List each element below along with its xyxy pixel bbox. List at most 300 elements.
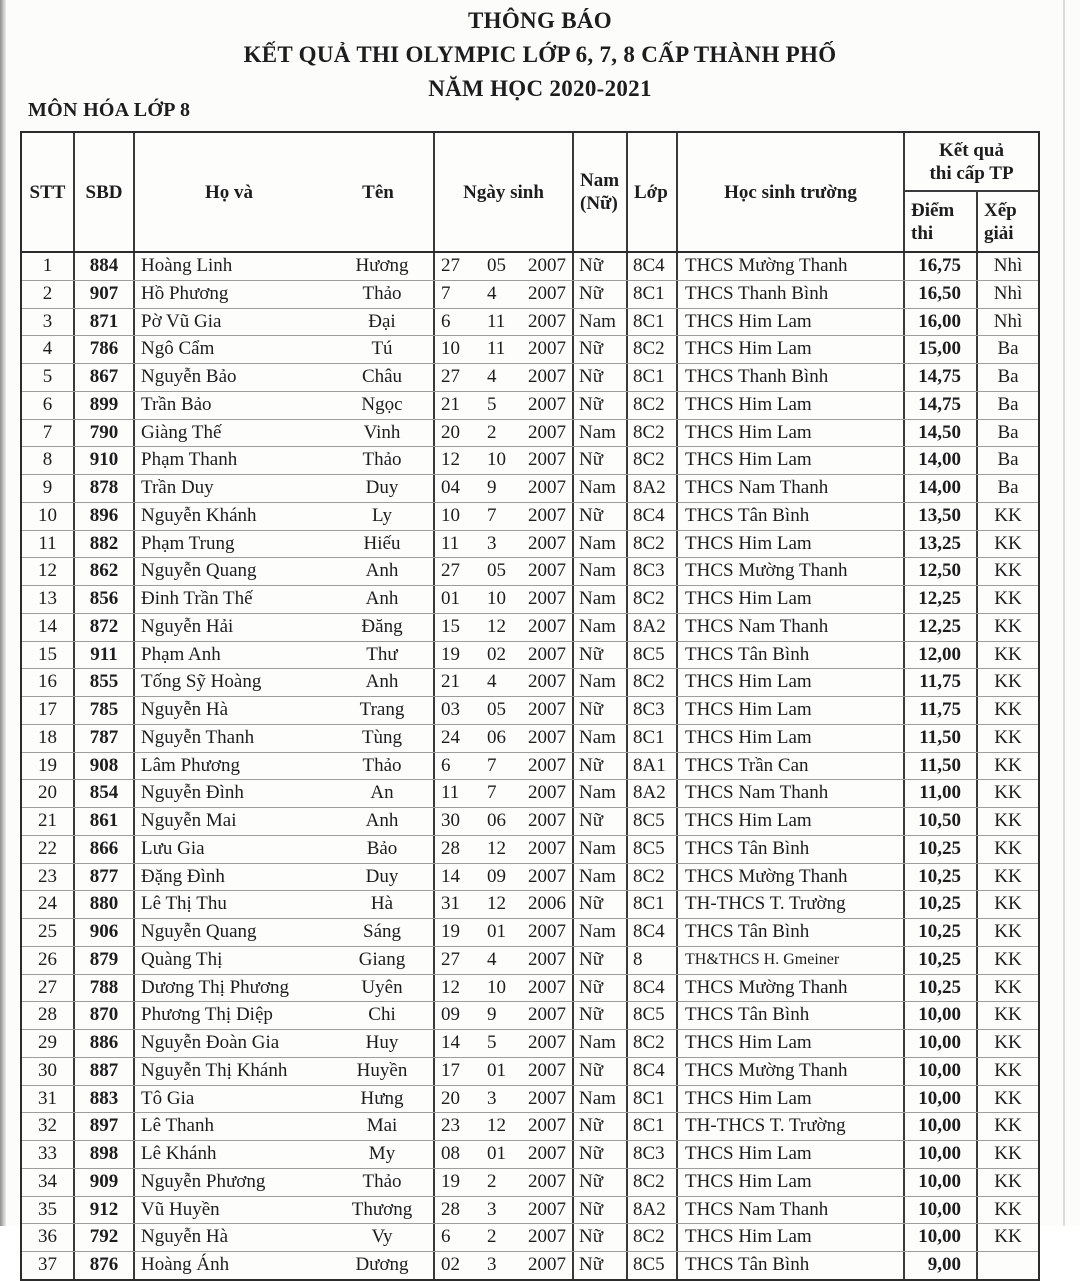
cell-school: THCS Him Lam [678, 336, 905, 363]
table-row [22, 836, 1038, 864]
cell-name [135, 836, 435, 863]
cell-gender: Nam [574, 669, 628, 696]
cell-birthdate [435, 808, 574, 835]
cell-stt: 20 [22, 780, 75, 807]
table-row [22, 919, 1038, 947]
table-row [22, 1086, 1038, 1114]
cell-name [135, 1058, 435, 1085]
cell-score: 10,00 [905, 1030, 978, 1057]
cell-gender: Nam [574, 558, 628, 585]
cell-prize: KK [994, 837, 1022, 859]
cell-prize: KK [994, 504, 1022, 526]
cell-stt: 32 [22, 1113, 75, 1140]
cell-stt: 27 [22, 975, 75, 1002]
cell-gender: Nữ [574, 808, 628, 835]
cell-score: 10,00 [905, 1086, 978, 1113]
last-middle-name: Vũ Huyền [141, 1198, 220, 1220]
first-name: Mai [366, 1115, 398, 1137]
cell-prize: KK [994, 810, 1022, 831]
cell-score: 14,75 [905, 392, 978, 419]
birth-month: 12 [487, 615, 506, 637]
cell-stt: 6 [22, 392, 75, 419]
cell-gender: Nam [574, 614, 628, 641]
birth-month: 5 [487, 1032, 497, 1053]
birth-day: 21 [441, 671, 460, 693]
last-middle-name: Tô Gia [141, 1087, 195, 1109]
table-row [22, 947, 1038, 975]
birth-year: 2007 [528, 1226, 566, 1248]
cell-name [135, 919, 435, 946]
cell-school: THCS Thanh Bình [678, 364, 905, 391]
birth-year: 2007 [528, 338, 566, 360]
table-row [22, 392, 1038, 420]
first-name: Huy [365, 1032, 399, 1053]
cell-prize: KK [994, 1198, 1022, 1220]
cell-class: 8C1 [628, 281, 678, 308]
birth-day: 09 [441, 1004, 460, 1026]
cell-name [135, 725, 435, 752]
birth-month: 05 [487, 560, 506, 582]
header-diem-thi [905, 192, 978, 251]
table-row [22, 475, 1038, 503]
cell-class: 8C2 [628, 392, 678, 419]
cell-sbd: 854 [75, 780, 135, 807]
birth-month: 3 [487, 1254, 497, 1275]
birth-month: 4 [487, 282, 497, 304]
cell-score: 11,50 [905, 753, 978, 780]
birth-day: 12 [441, 976, 460, 998]
cell-stt: 3 [22, 309, 75, 336]
cell-class: 8C1 [628, 1086, 678, 1113]
cell-gender: Nữ [574, 1141, 628, 1168]
last-middle-name: Pờ Vũ Gia [141, 310, 222, 332]
birth-day: 19 [441, 643, 460, 665]
cell-gender: Nữ [574, 392, 628, 419]
birth-year: 2007 [528, 588, 566, 609]
last-middle-name: Lê Thị Thu [141, 893, 227, 915]
cell-prize: KK [994, 1226, 1022, 1248]
first-name: Hà [370, 893, 394, 915]
cell-prize: Ba [997, 393, 1019, 415]
cell-gender: Nam [574, 586, 628, 613]
cell-school: THCS Him Lam [678, 1030, 905, 1057]
cell-gender: Nữ [574, 281, 628, 308]
cell-prize [978, 1252, 1038, 1279]
birth-year: 2007 [528, 699, 566, 720]
birth-day: 10 [441, 338, 460, 360]
first-name: Hưng [360, 1087, 404, 1109]
birth-day: 27 [441, 255, 460, 276]
cell-score: 10,50 [905, 808, 978, 835]
cell-name [135, 975, 435, 1002]
cell-school: THCS Nam Thanh [678, 475, 905, 502]
last-middle-name: Nguyễn Đoàn Gia [141, 1032, 280, 1053]
birth-year: 2007 [528, 477, 566, 498]
birth-day: 17 [441, 1059, 460, 1081]
cell-class: 8C5 [628, 808, 678, 835]
birth-year: 2007 [528, 1115, 566, 1137]
cell-score: 13,25 [905, 531, 978, 558]
cell-sbd: 785 [75, 697, 135, 724]
cell-class: 8C2 [628, 864, 678, 891]
cell-name [135, 586, 435, 613]
results-table [20, 131, 1040, 1281]
cell-score: 11,75 [905, 669, 978, 696]
cell-class: 8C4 [628, 975, 678, 1002]
cell-birthdate [435, 586, 574, 613]
cell-school: THCS Mường Thanh [678, 558, 905, 585]
last-middle-name: Nguyễn Thị Khánh [141, 1059, 288, 1081]
cell-name [135, 392, 435, 419]
cell-name [135, 531, 435, 558]
cell-class: 8C3 [628, 697, 678, 724]
first-name: Trang [359, 699, 405, 720]
first-name: Châu [361, 366, 403, 387]
birth-day: 14 [441, 865, 460, 887]
cell-sbd: 792 [75, 1224, 135, 1251]
cell-sbd: 866 [75, 836, 135, 863]
table-row [22, 891, 1038, 919]
cell-gender: Nữ [574, 1169, 628, 1196]
last-middle-name: Trần Duy [141, 477, 214, 498]
birth-month: 05 [487, 255, 506, 276]
first-name: Thảo [362, 449, 402, 471]
table-row [22, 281, 1038, 309]
cell-gender: Nữ [574, 1197, 628, 1224]
first-name: Vy [371, 1226, 393, 1248]
last-middle-name: Lâm Phương [141, 754, 240, 776]
cell-school: THCS Him Lam [678, 669, 905, 696]
birth-month: 12 [487, 893, 506, 915]
cell-sbd: 870 [75, 1002, 135, 1029]
cell-school: THCS Tân Bình [678, 1252, 905, 1279]
birth-year: 2007 [528, 1087, 566, 1109]
cell-stt: 17 [22, 697, 75, 724]
cell-score: 9,00 [905, 1252, 978, 1279]
first-name: Anh [365, 560, 399, 582]
cell-name [135, 558, 435, 585]
first-name: Chi [368, 1004, 396, 1026]
cell-gender: Nữ [574, 753, 628, 780]
header-ngay-sinh: Ngày sinh [435, 133, 574, 251]
birth-year: 2007 [528, 366, 566, 387]
cell-name [135, 1252, 435, 1279]
birth-day: 7 [441, 282, 451, 304]
table-row [22, 725, 1038, 753]
birth-month: 7 [487, 754, 497, 776]
birth-month: 06 [487, 726, 506, 748]
cell-prize: Ba [997, 338, 1019, 360]
cell-gender: Nữ [574, 947, 628, 974]
table-row [22, 1113, 1038, 1141]
last-middle-name: Lê Thanh [141, 1115, 214, 1137]
cell-class: 8C4 [628, 919, 678, 946]
cell-name [135, 1113, 435, 1140]
cell-sbd: 880 [75, 891, 135, 918]
cell-school: THCS Mường Thanh [678, 975, 905, 1002]
cell-school: THCS Tân Bình [678, 642, 905, 669]
birth-year: 2007 [528, 782, 566, 804]
header-sbd: SBD [75, 133, 135, 251]
birth-day: 01 [441, 588, 460, 609]
birth-day: 19 [441, 1170, 460, 1192]
cell-name [135, 447, 435, 474]
cell-sbd: 907 [75, 281, 135, 308]
cell-school: THCS Him Lam [678, 420, 905, 447]
table-row [22, 558, 1038, 586]
birth-year: 2007 [528, 921, 566, 942]
cell-birthdate [435, 753, 574, 780]
cell-school: THCS Thanh Bình [678, 281, 905, 308]
cell-name [135, 669, 435, 696]
birth-month: 11 [487, 338, 506, 360]
cell-stt: 29 [22, 1030, 75, 1057]
birth-day: 11 [441, 532, 460, 554]
birth-year: 2007 [528, 560, 566, 582]
table-row [22, 1030, 1038, 1058]
cell-birthdate [435, 1197, 574, 1224]
birth-month: 2 [487, 1226, 497, 1248]
birth-month: 9 [487, 1004, 497, 1026]
header-xep-line1: Xếp [984, 199, 1017, 221]
cell-prize: KK [994, 699, 1022, 720]
subject-label: MÔN HÓA LỚP 8 [28, 99, 191, 121]
cell-prize: KK [994, 948, 1022, 970]
cell-sbd: 861 [75, 808, 135, 835]
first-name: Huyền [356, 1059, 408, 1081]
cell-stt: 15 [22, 642, 75, 669]
cell-birthdate [435, 725, 574, 752]
cell-sbd: 786 [75, 336, 135, 363]
cell-name [135, 642, 435, 669]
birth-month: 01 [487, 1143, 506, 1164]
cell-stt: 37 [22, 1252, 75, 1279]
cell-school: TH-THCS T. Trường [678, 1113, 905, 1140]
birth-month: 09 [487, 865, 506, 887]
header-truong: Học sinh trường [678, 133, 905, 251]
cell-class: 8C1 [628, 1113, 678, 1140]
cell-birthdate [435, 253, 574, 280]
cell-prize: Nhì [993, 282, 1023, 304]
birth-year: 2007 [528, 671, 566, 693]
last-middle-name: Dương Thị Phương [141, 976, 290, 998]
last-middle-name: Nguyễn Quang [141, 560, 257, 582]
cell-school: THCS Him Lam [678, 697, 905, 724]
cell-class: 8C4 [628, 253, 678, 280]
cell-sbd: 910 [75, 447, 135, 474]
birth-month: 7 [487, 782, 497, 804]
header-gender [574, 133, 628, 251]
cell-score: 10,00 [905, 1002, 978, 1029]
first-name: An [370, 782, 394, 804]
cell-sbd: 897 [75, 1113, 135, 1140]
table-row [22, 531, 1038, 559]
birth-year: 2007 [528, 310, 566, 332]
first-name: Giang [358, 948, 406, 970]
cell-name [135, 808, 435, 835]
last-middle-name: Trần Bảo [141, 393, 212, 415]
cell-name [135, 780, 435, 807]
birth-month: 10 [487, 449, 506, 471]
cell-class: 8A2 [628, 614, 678, 641]
cell-school: THCS Mường Thanh [678, 864, 905, 891]
birth-year: 2007 [528, 865, 566, 887]
table-row [22, 975, 1038, 1003]
cell-school: THCS Trần Can [678, 753, 905, 780]
cell-school: THCS Him Lam [678, 1086, 905, 1113]
cell-sbd: 856 [75, 586, 135, 613]
birth-year: 2007 [528, 532, 566, 554]
first-name: Sáng [363, 921, 401, 942]
cell-score: 10,00 [905, 1224, 978, 1251]
birth-day: 20 [441, 1087, 460, 1109]
cell-birthdate [435, 364, 574, 391]
cell-school: THCS Nam Thanh [678, 1197, 905, 1224]
birth-day: 12 [441, 449, 460, 471]
cell-school: THCS Tân Bình [678, 836, 905, 863]
cell-sbd: 906 [75, 919, 135, 946]
cell-class: 8C2 [628, 1030, 678, 1057]
cell-prize: Nhì [993, 310, 1023, 332]
table-row [22, 1197, 1038, 1225]
cell-school: THCS Him Lam [678, 1169, 905, 1196]
header-gender-line2: (Nữ) [580, 193, 618, 214]
header-xep-line2: giải [984, 222, 1014, 244]
cell-class: 8 [628, 947, 678, 974]
cell-score: 10,25 [905, 975, 978, 1002]
cell-gender: Nam [574, 1030, 628, 1057]
cell-score: 15,00 [905, 336, 978, 363]
cell-score: 11,00 [905, 780, 978, 807]
cell-gender: Nữ [574, 1252, 628, 1279]
birth-month: 3 [487, 1198, 497, 1220]
first-name: Uyên [361, 976, 403, 998]
cell-sbd: 878 [75, 475, 135, 502]
table-row [22, 1002, 1038, 1030]
cell-birthdate [435, 1030, 574, 1057]
cell-stt: 1 [22, 253, 75, 280]
cell-name [135, 1169, 435, 1196]
cell-class: 8A2 [628, 1197, 678, 1224]
cell-birthdate [435, 947, 574, 974]
table-row [22, 697, 1038, 725]
cell-stt: 31 [22, 1086, 75, 1113]
cell-score: 11,75 [905, 697, 978, 724]
page-subtitle: KẾT QUẢ THI OLYMPIC LỚP 6, 7, 8 CẤP THÀNH PHỐ [243, 42, 837, 67]
birth-day: 20 [441, 421, 460, 443]
first-name: Duy [365, 477, 399, 498]
last-middle-name: Nguyễn Thanh [141, 726, 255, 748]
birth-day: 6 [441, 1226, 451, 1248]
first-name: Đăng [361, 615, 403, 637]
cell-birthdate [435, 392, 574, 419]
cell-birthdate [435, 447, 574, 474]
cell-gender: Nữ [574, 697, 628, 724]
table-row [22, 1252, 1038, 1279]
first-name: Thảo [362, 754, 402, 776]
cell-name [135, 420, 435, 447]
cell-prize: Ba [997, 421, 1019, 443]
cell-stt: 18 [22, 725, 75, 752]
birth-month: 10 [487, 588, 506, 609]
cell-stt: 33 [22, 1141, 75, 1168]
cell-class: 8C1 [628, 725, 678, 752]
birth-year: 2007 [528, 1143, 566, 1164]
birth-day: 04 [441, 477, 460, 498]
cell-stt: 7 [22, 420, 75, 447]
cell-sbd: 909 [75, 1169, 135, 1196]
cell-school: THCS Mường Thanh [678, 1058, 905, 1085]
cell-gender: Nữ [574, 1002, 628, 1029]
birth-day: 08 [441, 1143, 460, 1164]
birth-month: 06 [487, 810, 506, 831]
cell-birthdate [435, 697, 574, 724]
table-row [22, 364, 1038, 392]
cell-gender: Nữ [574, 364, 628, 391]
cell-name [135, 281, 435, 308]
document-title-block [0, 4, 1080, 106]
cell-name [135, 697, 435, 724]
cell-school: THCS Him Lam [678, 447, 905, 474]
cell-birthdate [435, 531, 574, 558]
cell-class: 8C3 [628, 1141, 678, 1168]
birth-year: 2007 [528, 837, 566, 859]
first-name: Dương [355, 1254, 409, 1275]
table-row [22, 586, 1038, 614]
last-middle-name: Phạm Anh [141, 643, 221, 665]
cell-birthdate [435, 336, 574, 363]
birth-year: 2007 [528, 810, 566, 831]
cell-gender: Nữ [574, 253, 628, 280]
cell-name [135, 1197, 435, 1224]
table-row [22, 1169, 1038, 1197]
scan-right-edge [1063, 0, 1065, 1226]
birth-month: 4 [487, 948, 497, 970]
cell-stt: 8 [22, 447, 75, 474]
table-row [22, 420, 1038, 448]
first-name: Đại [368, 310, 396, 332]
birth-year: 2007 [528, 615, 566, 637]
header-ketqua-line2: thi cấp TP [929, 162, 1014, 184]
last-middle-name: Nguyễn Hà [141, 1226, 229, 1248]
cell-sbd: 898 [75, 1141, 135, 1168]
header-ho-va: Họ và [204, 181, 254, 203]
birth-month: 3 [487, 532, 497, 554]
first-name: Anh [365, 588, 399, 609]
birth-day: 23 [441, 1115, 460, 1137]
birth-month: 10 [487, 976, 506, 998]
table-row [22, 336, 1038, 364]
cell-gender: Nữ [574, 1113, 628, 1140]
header-stt: STT [22, 133, 75, 251]
cell-gender: Nam [574, 780, 628, 807]
birth-year: 2007 [528, 1254, 566, 1275]
last-middle-name: Ngô Cẩm [141, 338, 215, 360]
birth-year: 2007 [528, 393, 566, 415]
cell-class: 8C5 [628, 642, 678, 669]
cell-score: 12,25 [905, 614, 978, 641]
cell-birthdate [435, 1113, 574, 1140]
birth-month: 5 [487, 393, 497, 415]
birth-month: 3 [487, 1087, 497, 1109]
table-row [22, 780, 1038, 808]
cell-birthdate [435, 1002, 574, 1029]
cell-prize: KK [994, 1032, 1022, 1053]
first-name: My [368, 1143, 396, 1164]
cell-stt: 23 [22, 864, 75, 891]
last-middle-name: Nguyễn Phương [141, 1170, 266, 1192]
cell-prize: Ba [997, 449, 1019, 471]
